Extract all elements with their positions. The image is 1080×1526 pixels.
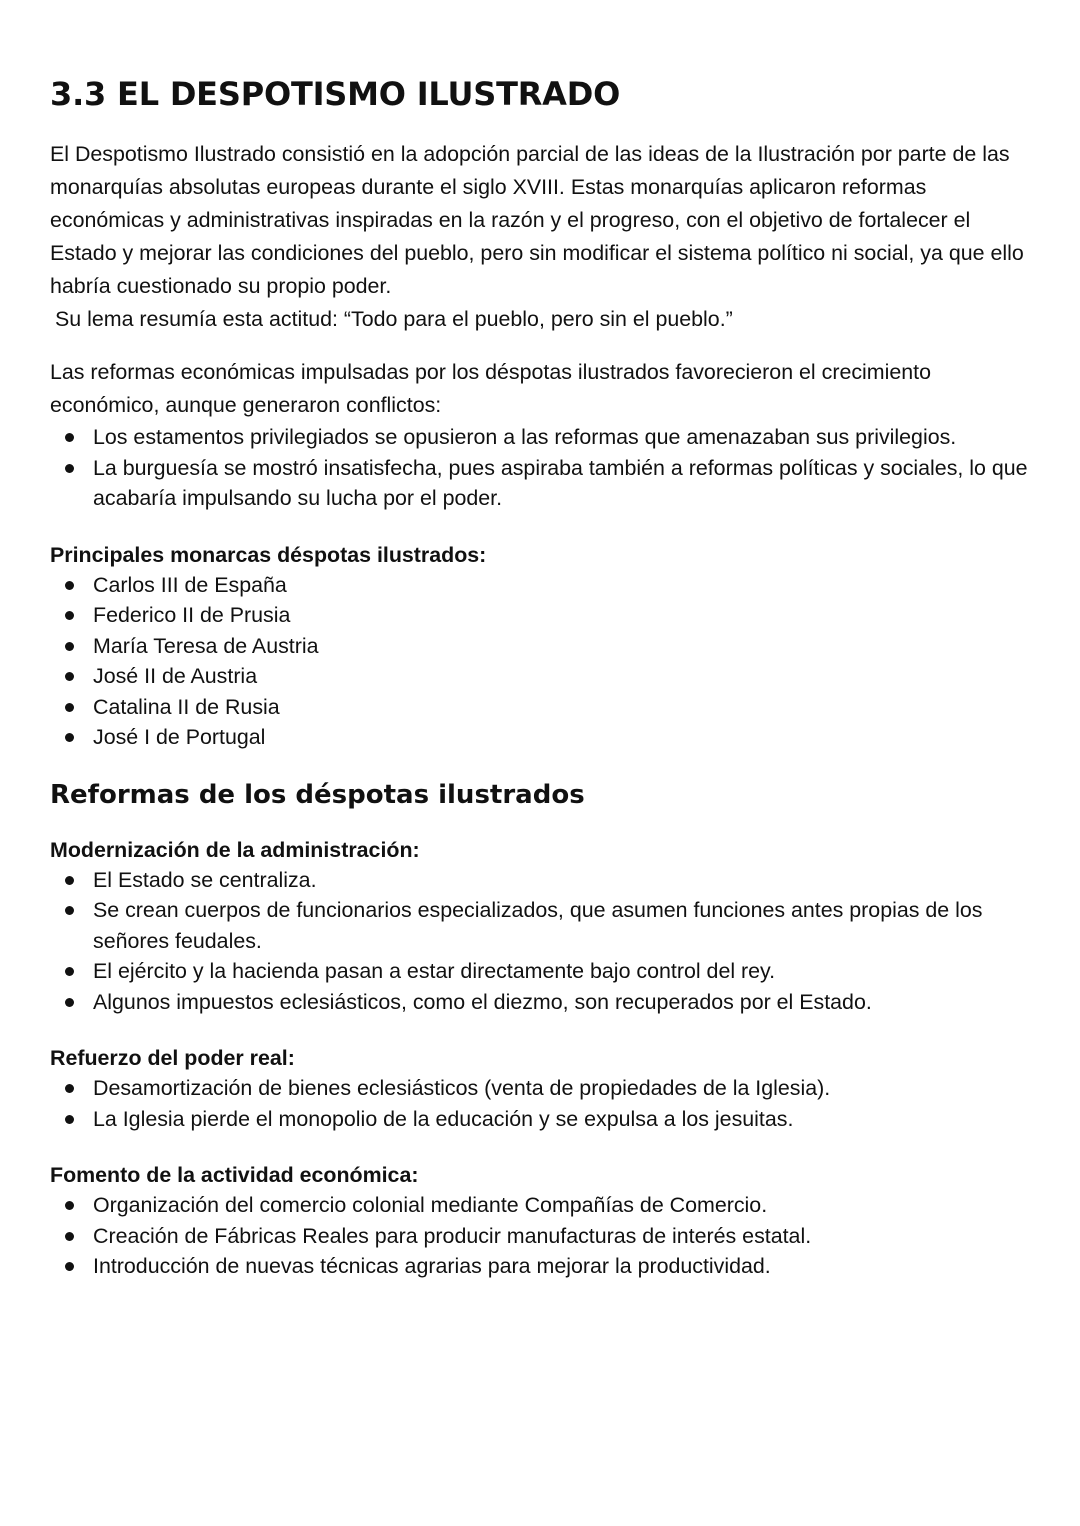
bullet-icon xyxy=(65,998,74,1007)
list-item: Organización del comercio colonial mediante Compañías de Comercio. xyxy=(93,1190,1030,1221)
bullet-icon xyxy=(65,1232,74,1241)
list-item: Se crean cuerpos de funcionarios especializados, que asumen funciones antes propias de los señores feudales. xyxy=(93,895,1030,956)
list-item: Creación de Fábricas Reales para producir manufacturas de interés estatal. xyxy=(93,1221,1030,1252)
bullet-icon xyxy=(65,1084,74,1093)
bullet-icon xyxy=(65,1262,74,1271)
bullet-icon xyxy=(65,433,74,442)
admin-heading: Modernización de la administración: xyxy=(50,837,420,862)
bullet-icon xyxy=(65,733,74,742)
bullet-icon xyxy=(65,672,74,681)
list-item: Catalina II de Rusia xyxy=(93,692,1030,723)
list-item: María Teresa de Austria xyxy=(93,631,1030,662)
list-item: José I de Portugal xyxy=(93,722,1030,753)
admin-list xyxy=(50,865,1030,1018)
list-item: Desamortización de bienes eclesiásticos (venta de propiedades de la Iglesia). xyxy=(93,1073,1030,1104)
economic-activity-list xyxy=(50,1190,1030,1282)
list-item: Federico II de Prusia xyxy=(93,600,1030,631)
monarchs-list xyxy=(50,570,1030,753)
economic-conflicts-list xyxy=(50,422,1030,514)
bullet-icon xyxy=(65,1201,74,1210)
motto-line: Su lema resumía esta actitud: “Todo para el pueblo, pero sin el pueblo.” xyxy=(55,307,733,331)
list-item: La burguesía se mostró insatisfecha, pues aspiraba también a reformas políticas y sociales, lo que acabaría impulsando su lucha por el poder. xyxy=(93,453,1030,514)
royal-power-list xyxy=(50,1073,1030,1134)
list-item: Los estamentos privilegiados se opusieron a las reformas que amenazaban sus privilegios. xyxy=(93,422,1030,453)
bullet-icon xyxy=(65,967,74,976)
page-title: 3.3 EL DESPOTISMO ILUSTRADO xyxy=(50,75,621,113)
list-item: La Iglesia pierde el monopolio de la educación y se expulsa a los jesuitas. xyxy=(93,1104,1030,1135)
list-item: Algunos impuestos eclesiásticos, como el diezmo, son recuperados por el Estado. xyxy=(93,987,1030,1018)
bullet-icon xyxy=(65,642,74,651)
list-item: José II de Austria xyxy=(93,661,1030,692)
monarchs-heading: Principales monarcas déspotas ilustrados: xyxy=(50,542,487,567)
royal-power-heading: Refuerzo del poder real: xyxy=(50,1046,295,1070)
list-item: Introducción de nuevas técnicas agrarias para mejorar la productividad. xyxy=(93,1251,1030,1282)
list-item: El Estado se centraliza. xyxy=(93,865,1030,896)
bullet-icon xyxy=(65,1115,74,1124)
economic-activity-heading: Fomento de la actividad económica: xyxy=(50,1163,419,1187)
bullet-icon xyxy=(65,703,74,712)
bullet-icon xyxy=(65,906,74,915)
intro-paragraph: El Despotismo Ilustrado consistió en la adopción parcial de las ideas de la Ilustración por parte de las monarquías absolutas europeas durante el siglo XVIII. Estas monarquías aplicaron reformas económicas y administrativas inspiradas en la razón y el progreso, con el objetivo de fortalecer el Estado y mejorar las condiciones del pueblo, pero sin modificar el sistema político ni social, ya que ello habría cuestionado su propio poder. xyxy=(50,142,1024,298)
reforms-heading: Reformas de los déspotas ilustrados xyxy=(50,779,585,810)
economic-paragraph: Las reformas económicas impulsadas por los déspotas ilustrados favorecieron el crecimiento económico, aunque generaron conflictos: xyxy=(50,360,931,417)
list-item: Carlos III de España xyxy=(93,570,1030,601)
document-page xyxy=(50,72,1030,1282)
bullet-icon xyxy=(65,464,74,473)
bullet-icon xyxy=(65,611,74,620)
bullet-icon xyxy=(65,876,74,885)
list-item: El ejército y la hacienda pasan a estar directamente bajo control del rey. xyxy=(93,956,1030,987)
bullet-icon xyxy=(65,581,74,590)
